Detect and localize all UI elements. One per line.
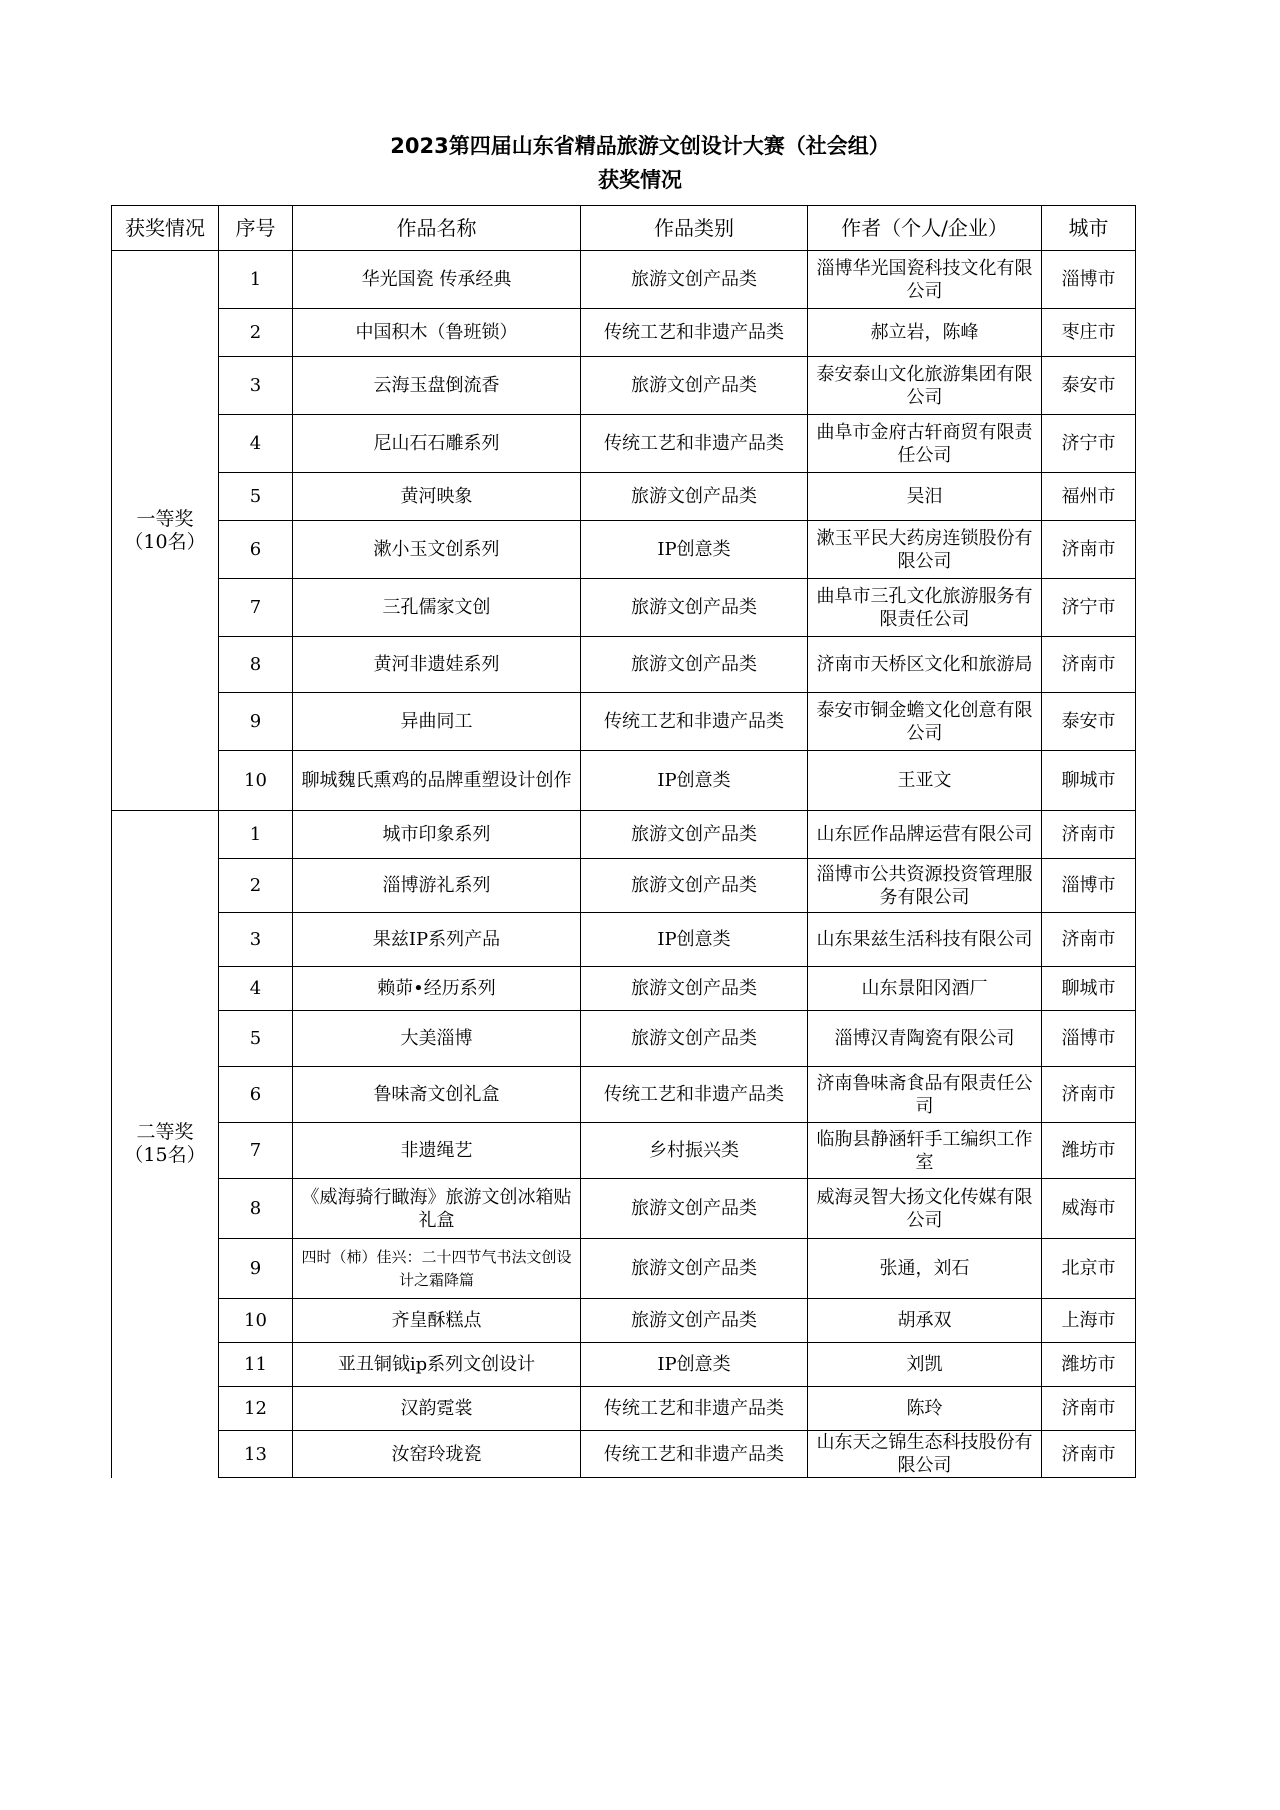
document-subtitle: 获奖情况 <box>598 168 682 192</box>
city-cell: 济南市 <box>1042 1067 1136 1123</box>
work-name-cell: 尼山石石雕系列 <box>293 415 581 473</box>
work-category-cell: 旅游文创产品类 <box>581 637 808 693</box>
work-name-cell: 鲁味斋文创礼盒 <box>293 1067 581 1123</box>
table-body <box>112 251 1136 1478</box>
city-cell: 潍坊市 <box>1042 1343 1136 1387</box>
row-number-cell: 7 <box>219 579 293 637</box>
author-cell: 漱玉平民大药房连锁股份有限公司 <box>808 521 1042 579</box>
table-row <box>112 251 1136 309</box>
author-cell: 吴汨 <box>808 473 1042 521</box>
work-name-cell: 大美淄博 <box>293 1011 581 1067</box>
table-row <box>112 1387 1136 1431</box>
work-category-cell: 旅游文创产品类 <box>581 251 808 309</box>
row-number-cell: 2 <box>219 309 293 357</box>
author-cell: 淄博华光国瓷科技文化有限公司 <box>808 251 1042 309</box>
row-number-cell: 9 <box>219 1239 293 1299</box>
table-row <box>112 859 1136 913</box>
work-category-cell: 旅游文创产品类 <box>581 357 808 415</box>
work-name-cell: 三孔儒家文创 <box>293 579 581 637</box>
author-cell: 威海灵智大扬文化传媒有限公司 <box>808 1179 1042 1239</box>
header-author: 作者（个人/企业） <box>808 206 1042 251</box>
work-category-cell: 传统工艺和非遗产品类 <box>581 1387 808 1431</box>
row-number-cell: 5 <box>219 1011 293 1067</box>
work-name-cell: 中国积木（鲁班锁） <box>293 309 581 357</box>
table-row <box>112 1067 1136 1123</box>
row-number-cell: 6 <box>219 521 293 579</box>
work-category-cell: 旅游文创产品类 <box>581 1299 808 1343</box>
work-name-cell: 非遗绳艺 <box>293 1123 581 1179</box>
row-number-cell: 4 <box>219 415 293 473</box>
row-number-cell: 12 <box>219 1387 293 1431</box>
city-cell: 潍坊市 <box>1042 1123 1136 1179</box>
work-name-cell: 四时（柿）佳兴：二十四节气书法文创设计之霜降篇 <box>293 1239 581 1299</box>
city-cell: 济南市 <box>1042 1387 1136 1431</box>
header-name: 作品名称 <box>293 206 581 251</box>
city-cell: 聊城市 <box>1042 751 1136 811</box>
author-cell: 淄博市公共资源投资管理服务有限公司 <box>808 859 1042 913</box>
work-category-cell: IP创意类 <box>581 913 808 967</box>
table-row <box>112 1343 1136 1387</box>
city-cell: 济南市 <box>1042 913 1136 967</box>
work-name-cell: 城市印象系列 <box>293 811 581 859</box>
author-cell: 刘凯 <box>808 1343 1042 1387</box>
table-row <box>112 473 1136 521</box>
city-cell: 淄博市 <box>1042 1011 1136 1067</box>
author-cell: 山东景阳冈酒厂 <box>808 967 1042 1011</box>
row-number-cell: 6 <box>219 1067 293 1123</box>
table-row <box>112 693 1136 751</box>
table-row <box>112 1011 1136 1067</box>
table-header-row <box>112 206 1136 251</box>
award-level-count: （15名） <box>124 1144 206 1167</box>
work-name-cell: 汉韵霓裳 <box>293 1387 581 1431</box>
row-number-cell: 8 <box>219 637 293 693</box>
city-cell: 淄博市 <box>1042 859 1136 913</box>
table-row <box>112 637 1136 693</box>
author-cell: 淄博汉青陶瓷有限公司 <box>808 1011 1042 1067</box>
author-cell: 郝立岩，陈峰 <box>808 309 1042 357</box>
row-number-cell: 11 <box>219 1343 293 1387</box>
author-cell: 陈玲 <box>808 1387 1042 1431</box>
work-category-cell: IP创意类 <box>581 1343 808 1387</box>
work-name-cell: 齐皇酥糕点 <box>293 1299 581 1343</box>
row-number-cell: 8 <box>219 1179 293 1239</box>
row-number-cell: 9 <box>219 693 293 751</box>
row-number-cell: 1 <box>219 811 293 859</box>
work-category-cell: 旅游文创产品类 <box>581 579 808 637</box>
awards-table <box>111 205 1136 1478</box>
row-number-cell: 13 <box>219 1431 293 1478</box>
table-row <box>112 579 1136 637</box>
row-number-cell: 10 <box>219 751 293 811</box>
work-category-cell: 传统工艺和非遗产品类 <box>581 309 808 357</box>
row-number-cell: 5 <box>219 473 293 521</box>
city-cell: 济南市 <box>1042 637 1136 693</box>
author-cell: 临朐县静涵轩手工编织工作室 <box>808 1123 1042 1179</box>
work-category-cell: 传统工艺和非遗产品类 <box>581 693 808 751</box>
row-number-cell: 3 <box>219 357 293 415</box>
work-category-cell: IP创意类 <box>581 521 808 579</box>
table-row <box>112 309 1136 357</box>
work-name-cell: 漱小玉文创系列 <box>293 521 581 579</box>
table-row <box>112 913 1136 967</box>
work-name-cell: 《威海骑行瞰海》旅游文创冰箱贴礼盒 <box>293 1179 581 1239</box>
work-name-cell: 淄博游礼系列 <box>293 859 581 913</box>
author-cell: 胡承双 <box>808 1299 1042 1343</box>
author-cell: 泰安泰山文化旅游集团有限公司 <box>808 357 1042 415</box>
work-name-cell: 果兹IP系列产品 <box>293 913 581 967</box>
work-category-cell: 传统工艺和非遗产品类 <box>581 1431 808 1478</box>
city-cell: 济宁市 <box>1042 415 1136 473</box>
work-category-cell: 乡村振兴类 <box>581 1123 808 1179</box>
author-cell: 济南市天桥区文化和旅游局 <box>808 637 1042 693</box>
city-cell: 淄博市 <box>1042 251 1136 309</box>
row-number-cell: 4 <box>219 967 293 1011</box>
table-row <box>112 1123 1136 1179</box>
header-category: 作品类别 <box>581 206 808 251</box>
city-cell: 威海市 <box>1042 1179 1136 1239</box>
award-level-count: （10名） <box>124 530 206 553</box>
work-category-cell: 旅游文创产品类 <box>581 1179 808 1239</box>
work-category-cell: 旅游文创产品类 <box>581 811 808 859</box>
work-name-cell: 黄河非遗娃系列 <box>293 637 581 693</box>
work-name-cell: 华光国瓷 传承经典 <box>293 251 581 309</box>
table-row <box>112 1179 1136 1239</box>
row-number-cell: 2 <box>219 859 293 913</box>
table-row <box>112 415 1136 473</box>
author-cell: 山东天之锦生态科技股份有限公司 <box>808 1431 1042 1478</box>
table-row <box>112 751 1136 811</box>
row-number-cell: 1 <box>219 251 293 309</box>
author-cell: 山东匠作品牌运营有限公司 <box>808 811 1042 859</box>
author-cell: 泰安市铜金蟾文化创意有限公司 <box>808 693 1042 751</box>
work-category-cell: 旅游文创产品类 <box>581 1239 808 1299</box>
table-row <box>112 521 1136 579</box>
work-category-cell: 传统工艺和非遗产品类 <box>581 415 808 473</box>
author-cell: 曲阜市金府古轩商贸有限责任公司 <box>808 415 1042 473</box>
work-name-cell: 聊城魏氏熏鸡的品牌重塑设计创作 <box>293 751 581 811</box>
row-number-cell: 3 <box>219 913 293 967</box>
work-category-cell: 旅游文创产品类 <box>581 859 808 913</box>
table-row <box>112 1299 1136 1343</box>
work-category-cell: IP创意类 <box>581 751 808 811</box>
city-cell: 济南市 <box>1042 521 1136 579</box>
city-cell: 济宁市 <box>1042 579 1136 637</box>
author-cell: 张通，刘石 <box>808 1239 1042 1299</box>
work-category-cell: 旅游文创产品类 <box>581 473 808 521</box>
table-row <box>112 811 1136 859</box>
city-cell: 济南市 <box>1042 811 1136 859</box>
table-row <box>112 1239 1136 1299</box>
award-level-name: 二等奖 <box>136 1121 194 1144</box>
award-level-cell <box>112 251 219 811</box>
table-row <box>112 1431 1136 1478</box>
header-award: 获奖情况 <box>112 206 219 251</box>
table-row <box>112 357 1136 415</box>
work-name-cell: 赖茆•经历系列 <box>293 967 581 1011</box>
row-number-cell: 10 <box>219 1299 293 1343</box>
table-row <box>112 967 1136 1011</box>
city-cell: 上海市 <box>1042 1299 1136 1343</box>
work-name-cell: 云海玉盘倒流香 <box>293 357 581 415</box>
city-cell: 泰安市 <box>1042 693 1136 751</box>
author-cell: 曲阜市三孔文化旅游服务有限责任公司 <box>808 579 1042 637</box>
city-cell: 福州市 <box>1042 473 1136 521</box>
work-category-cell: 旅游文创产品类 <box>581 1011 808 1067</box>
work-category-cell: 旅游文创产品类 <box>581 967 808 1011</box>
header-city: 城市 <box>1042 206 1136 251</box>
award-level-name: 一等奖 <box>136 507 194 530</box>
city-cell: 济南市 <box>1042 1431 1136 1478</box>
document-title: 2023第四届山东省精品旅游文创设计大赛（社会组） <box>390 134 890 158</box>
row-number-cell: 7 <box>219 1123 293 1179</box>
work-category-cell: 传统工艺和非遗产品类 <box>581 1067 808 1123</box>
city-cell: 枣庄市 <box>1042 309 1136 357</box>
city-cell: 聊城市 <box>1042 967 1136 1011</box>
work-name-cell: 汝窑玲珑瓷 <box>293 1431 581 1478</box>
author-cell: 王亚文 <box>808 751 1042 811</box>
city-cell: 北京市 <box>1042 1239 1136 1299</box>
author-cell: 山东果兹生活科技有限公司 <box>808 913 1042 967</box>
header-no: 序号 <box>219 206 293 251</box>
work-name-cell: 异曲同工 <box>293 693 581 751</box>
work-name-cell: 亚丑铜钺ip系列文创设计 <box>293 1343 581 1387</box>
author-cell: 济南鲁味斋食品有限责任公司 <box>808 1067 1042 1123</box>
work-name-cell: 黄河映象 <box>293 473 581 521</box>
city-cell: 泰安市 <box>1042 357 1136 415</box>
award-level-cell <box>112 811 219 1478</box>
